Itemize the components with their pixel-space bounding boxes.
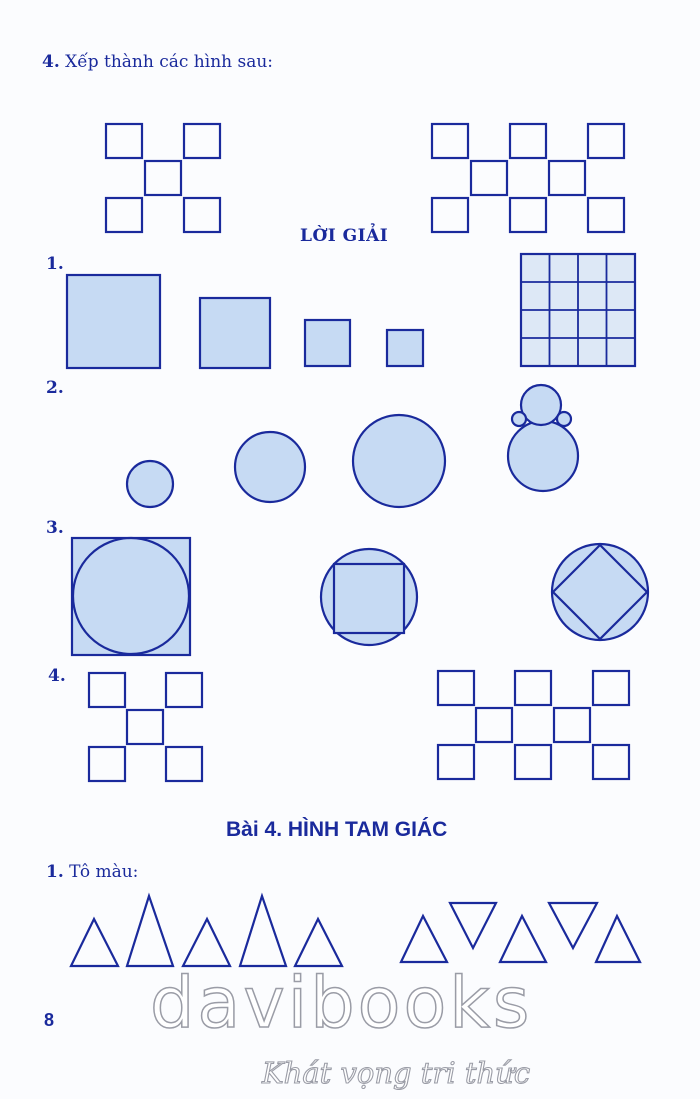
answer-number-2: 2. bbox=[46, 378, 64, 398]
triangles-row-left bbox=[71, 896, 342, 966]
exercise-4-instruction bbox=[42, 52, 273, 72]
color-task-number: 1. bbox=[46, 862, 64, 882]
answers-heading: LỜI GIẢI bbox=[300, 226, 389, 246]
matchstick-pattern-x bbox=[106, 124, 220, 232]
page-number: 8 bbox=[44, 1010, 55, 1030]
exercise-4-text: Xếp thành các hình sau: bbox=[65, 52, 274, 72]
watermark-tagline: Khát vọng tri thức bbox=[262, 1056, 531, 1090]
answer-number-1: 1. bbox=[46, 254, 64, 274]
answer-number-3: 3. bbox=[46, 518, 64, 538]
answer4-patterns bbox=[89, 671, 629, 781]
matchstick-pattern-wide bbox=[432, 124, 624, 232]
exercise-4-number: 4. bbox=[42, 52, 60, 72]
lesson-title: Bài 4. HÌNH TAM GIÁC bbox=[226, 818, 448, 841]
color-task-text: Tô màu: bbox=[69, 862, 139, 882]
color-task bbox=[46, 862, 138, 882]
answer3-combos bbox=[72, 538, 648, 655]
triangles-row-right bbox=[401, 903, 640, 962]
answer-number-4: 4. bbox=[48, 666, 66, 686]
watermark-brand: davibooks bbox=[150, 962, 533, 1044]
answer2-circles bbox=[127, 385, 578, 507]
